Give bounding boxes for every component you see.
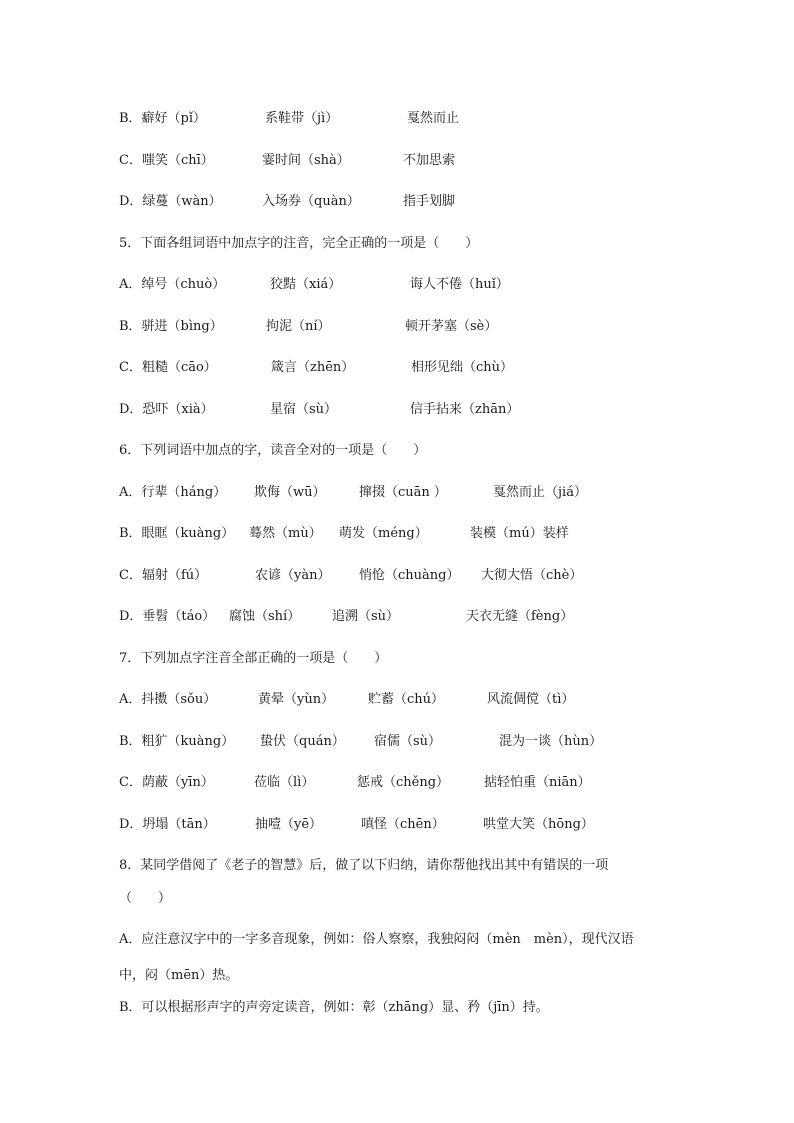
option-word: 欺侮（wū） [254,485,326,500]
option-word: 风流倜傥（tì） [487,692,575,707]
option-word: 黄晕（yùn） [258,692,335,707]
option-word: 大彻大悟（chè） [481,568,583,583]
option-word: 拘泥（ní） [266,319,331,334]
option-word: 萌发（méng） [339,526,428,541]
option-word: 装模（mú）装样 [470,526,569,541]
option-word: 贮蓄（chú） [368,692,445,707]
option-word: 系鞋带（jì） [265,111,339,126]
option-label-word: C．辐射（fú） [119,568,208,583]
option-label-word: C．粗糙（cāo） [119,360,217,375]
option-label-word: B．骈进（bìng） [119,319,223,334]
option-word: 天衣无缝（fèng） [466,609,574,624]
option-label-word: A．抖擞（sǒu） [119,692,217,707]
option-word: 蓦然（mù） [249,526,322,541]
option-label-word: C．嗤笑（chī） [119,153,214,168]
option-word: 相形见绌（chù） [411,360,514,375]
option-word: 悄怆（chuàng） [359,568,460,583]
option-word: 抽噎（yē） [255,817,323,832]
option-label-word: D．垂髫（táo） [119,609,216,624]
option-word: 信手拈来（zhān） [410,402,520,417]
option-word: 戛然而止 [407,111,460,126]
option-label-word: C．荫蔽（yīn） [119,775,214,790]
option-word: 掂轻怕重（niān） [484,775,591,790]
question-stem: 8．某同学借阅了《老子的智慧》后，做了以下归纳，请你帮他找出其中有错误的一项 [119,858,609,873]
question-stem: 6．下列词语中加点的字，读音全对的一项是（ ） [119,443,427,458]
option-word: 霎时间（shà） [262,153,350,168]
option-word: 宿儒（sù） [374,734,442,749]
option-word: 入场券（quàn） [262,194,360,209]
option-label-word: B．粗犷（kuàng） [119,734,235,749]
option-word: 不加思索 [403,153,456,168]
option-label-word: B．眼眶（kuàng） [119,526,235,541]
q8-answer-parentheses: （ ） [119,891,172,906]
option-word: 农谚（yàn） [255,568,331,583]
option-word: 撺掇（cuān ） [359,485,447,500]
option-word: 哄堂大笑（hōng） [483,817,594,832]
q8-option-a-line1: A．应注意汉字中的一字多音现象，例如：俗人察察，我独闷闷（mèn mèn），现代汉语 [119,932,634,947]
option-word: 箴言（zhēn） [271,360,355,375]
option-word: 腐蚀（shí） [229,609,301,624]
option-label-word: D．绿蔓（wàn） [119,194,222,209]
option-label-word: D．坍塌（tān） [119,817,216,832]
option-word: 诲人不倦（huǐ） [410,277,509,292]
option-label-word: A．行辈（háng） [119,485,227,500]
option-word: 蛰伏（quán） [260,734,345,749]
option-word: 混为一谈（hùn） [499,734,603,749]
option-word: 莅临（lì） [254,775,315,790]
option-label-word: B．癖好（pǐ） [119,111,207,126]
option-word: 指手划脚 [403,194,456,209]
q8-option-a-line2: 中，闷（mēn）热。 [119,968,239,983]
option-word: 追溯（sù） [332,609,400,624]
option-word: 戛然而止（jiá） [493,485,587,500]
q8-option-b: B．可以根据形声字的声旁定读音，例如：彰（zhāng）显、矜（jīn）持。 [119,1000,549,1015]
option-word: 顿开茅塞（sè） [405,319,498,334]
option-label-word: D．恐吓（xià） [119,402,214,417]
option-word: 嗔怪（chēn） [361,817,445,832]
option-word: 惩戒（chěng） [357,775,450,790]
option-word: 狡黠（xiá） [270,277,342,292]
question-stem: 5．下面各组词语中加点字的注音，完全正确的一项是（ ） [119,236,479,251]
option-word: 星宿（sù） [270,402,338,417]
option-label-word: A．绰号（chuò） [119,277,226,292]
question-stem: 7．下列加点字注音全部正确的一项是（ ） [119,651,388,666]
